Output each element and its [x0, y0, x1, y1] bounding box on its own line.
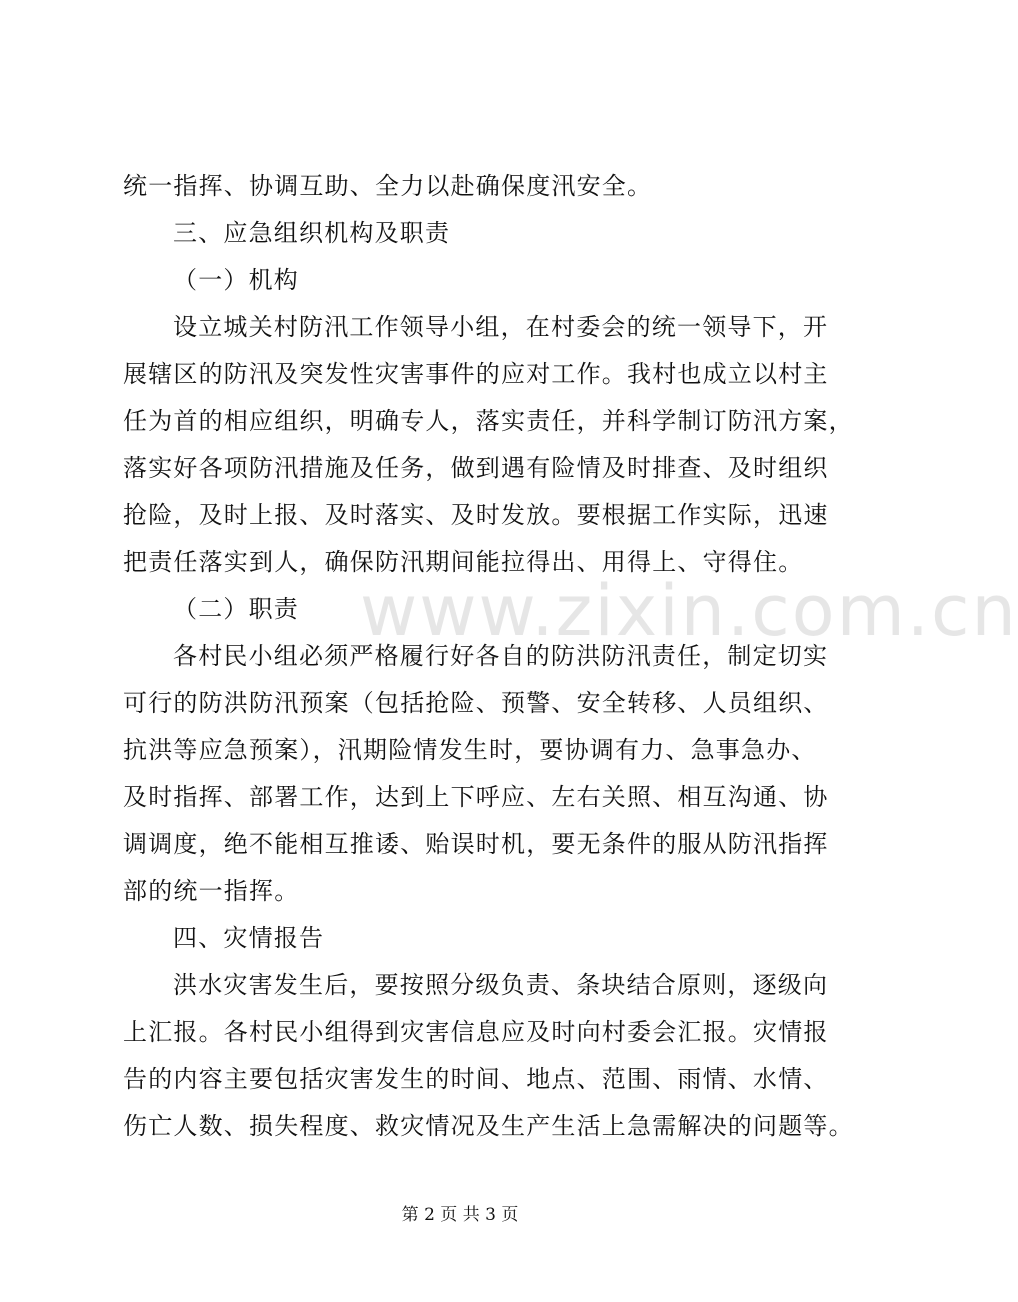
- paragraph-line: 调调度，绝不能相互推诿、贻误时机，要无条件的服从防汛指挥: [123, 830, 829, 858]
- paragraph-line: 洪水灾害发生后，要按照分级负责、条块结合原则，逐级向: [173, 971, 829, 999]
- paragraph-line: 抗洪等应急预案），汛期险情发生时，要协调有力、急事急办、: [123, 736, 817, 764]
- subsection-heading: （一）机构: [173, 266, 299, 294]
- paragraph-line: 及时指挥、部署工作，达到上下呼应、左右关照、相互沟通、协: [123, 783, 829, 811]
- paragraph-line: 上汇报。各村民小组得到灾害信息应及时向村委会汇报。灾情报: [123, 1018, 829, 1046]
- paragraph-line: 可行的防洪防汛预案（包括抢险、预警、安全转移、人员组织、: [123, 689, 829, 717]
- paragraph-line: 落实好各项防汛措施及任务，做到遇有险情及时排查、及时组织: [123, 454, 829, 482]
- paragraph-line: 各村民小组必须严格履行好各自的防洪防汛责任，制定切实: [173, 642, 829, 670]
- page-number-footer: 第 2 页 共 3 页: [401, 1205, 519, 1225]
- paragraph-line: 统一指挥、协调互助、全力以赴确保度汛安全。: [123, 172, 653, 200]
- section-heading: 四、灾情报告: [173, 924, 325, 952]
- paragraph-line: 把责任落实到人，确保防汛期间能拉得出、用得上、守得住。: [123, 548, 804, 576]
- paragraph-line: 伤亡人数、损失程度、救灾情况及生产生活上急需解决的问题等。: [123, 1112, 854, 1140]
- watermark: www.zixin.com.cn: [360, 570, 1018, 652]
- document-body: [123, 163, 854, 1150]
- paragraph-line: 设立城关村防汛工作领导小组，在村委会的统一领导下，开: [173, 313, 829, 341]
- paragraph-line: 抢险，及时上报、及时落实、及时发放。要根据工作实际，迅速: [123, 501, 829, 529]
- paragraph-line: 告的内容主要包括灾害发生的时间、地点、范围、雨情、水情、: [123, 1065, 829, 1093]
- subsection-heading: （二）职责: [173, 595, 299, 623]
- paragraph-line: 任为首的相应组织，明确专人，落实责任，并科学制订防汛方案，: [123, 407, 854, 435]
- paragraph-line: 部的统一指挥。: [123, 877, 300, 905]
- paragraph-line: 展辖区的防汛及突发性灾害事件的应对工作。我村也成立以村主: [123, 360, 829, 388]
- section-heading: 三、应急组织机构及职责: [173, 219, 451, 247]
